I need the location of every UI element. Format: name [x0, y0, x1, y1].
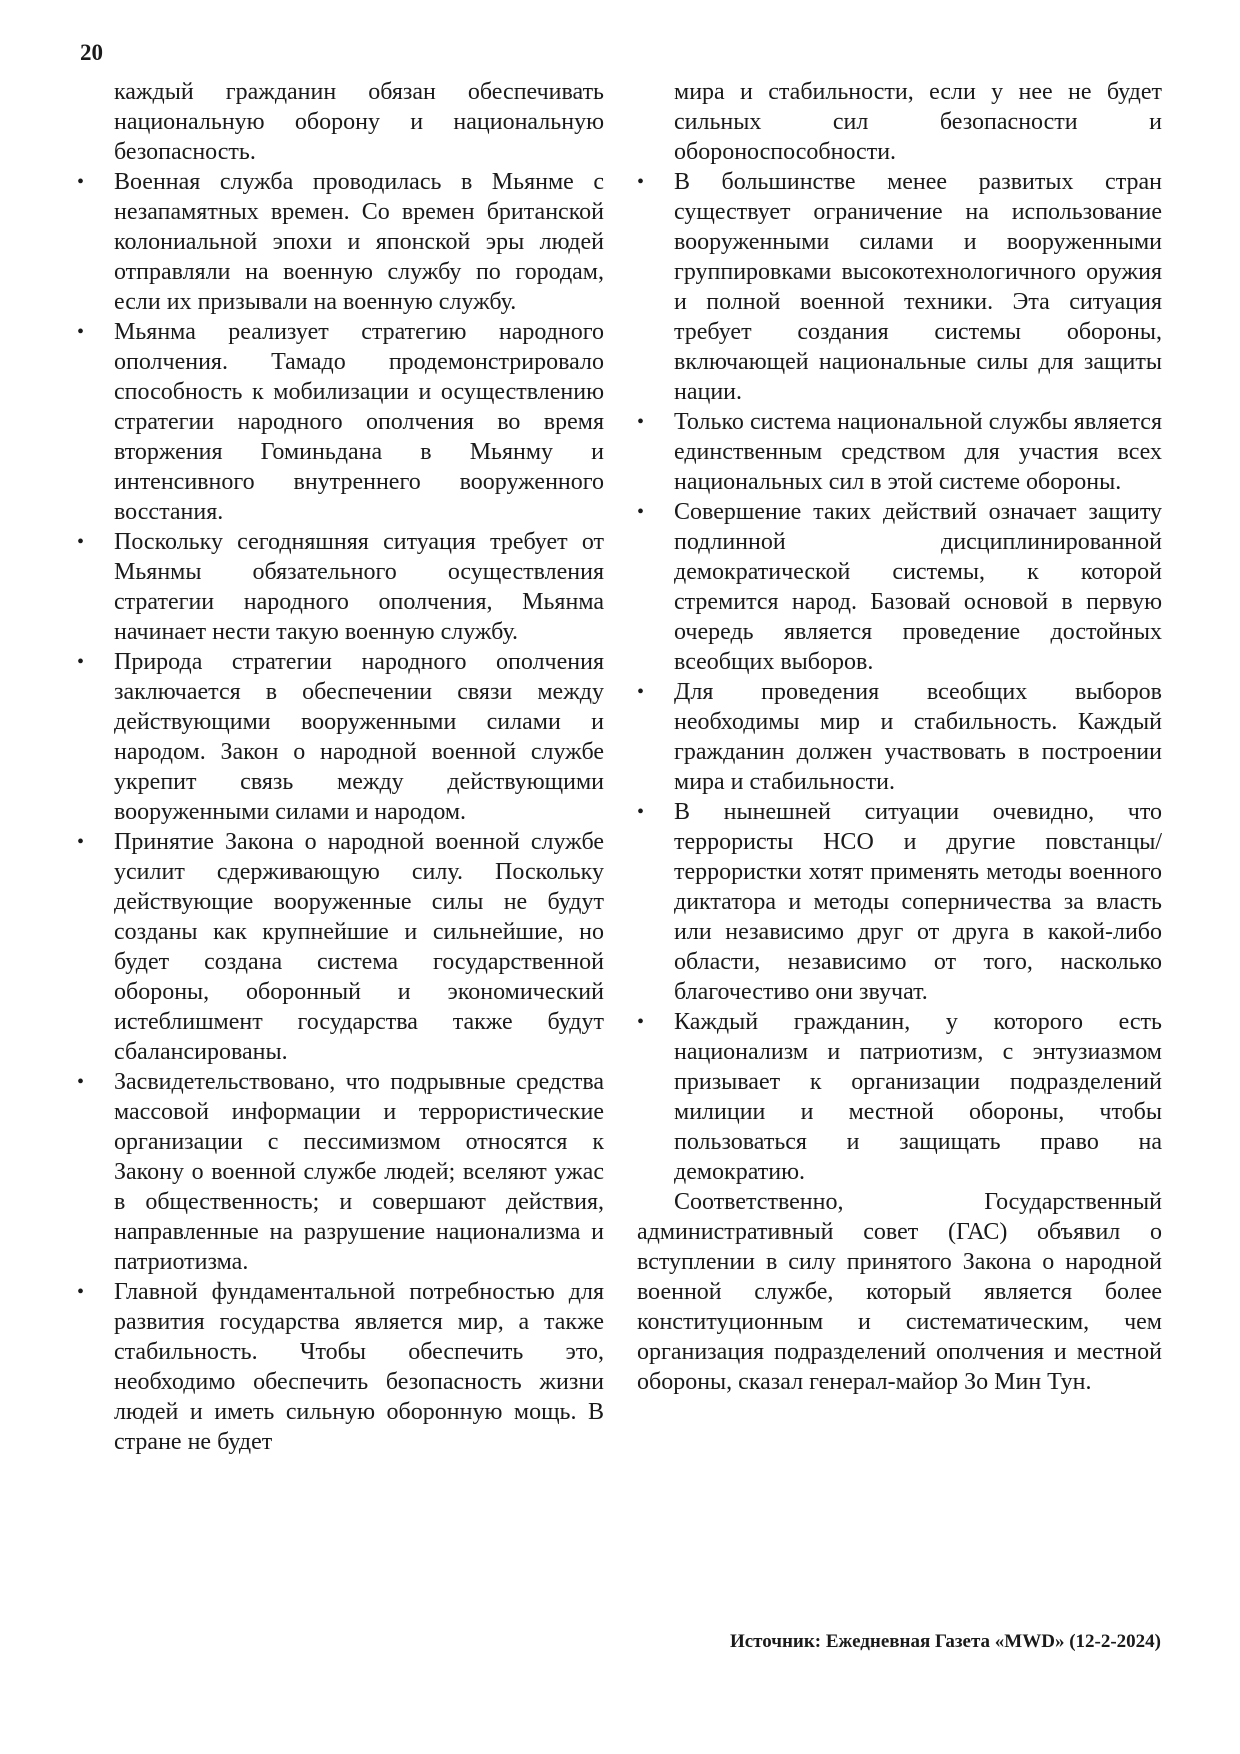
- list-item: • Каждый гражданин, у которого есть национализм и патриотизм, с энтузиазмом призывает к организации подразделений милиции и местной обороны, чтобы пользоваться и защищать право на демократию.: [674, 1007, 1162, 1187]
- source-credit: Источник: Ежедневная Газета «MWD» (12-2-2024): [729, 1631, 1161, 1652]
- list-item: • Совершение таких действий означает защиту подлинной дисциплинированной демократической системы, к которой стремится народ. Базовай основой в первую очередь является проведение достойных всеобщих выборов.: [674, 497, 1162, 677]
- list-item: • Военная служба проводилась в Мьянме с незапамятных времен. Со времен британской колониальной эпохи и японской эры людей отправляли на военную службу по городам, если их призывали на военную службу.: [114, 167, 604, 317]
- list-item: • Только система национальной службы является единственным средством для участия всех национальных сил в этой системе обороны.: [674, 407, 1162, 497]
- list-item: каждый гражданин обязан обеспечивать национальную оборону и национальную безопасность.: [114, 79, 604, 165]
- list-item: • В нынешней ситуации очевидно, что террористы НСО и другие повстанцы/ террористки хотят применять методы военного диктатора и методы соперничества за власть или независимо друг от друга в какой-либо области, независимо от того, насколько благочестиво они звучат.: [674, 797, 1162, 1007]
- list-item: • Главной фундаментальной потребностью для развития государства является мир, а также стабильность. Чтобы обеспечить это, необходимо обеспечить безопасность жизни людей и иметь сильную оборонную мощь. В стране не будет: [114, 1277, 604, 1457]
- list-item: • Для проведения всеобщих выборов необходимы мир и стабильность. Каждый гражданин должен участвовать в построении мира и стабильности.: [674, 677, 1162, 797]
- right-bullet-list: [674, 77, 1162, 1187]
- list-item: • Принятие Закона о народной военной службе усилит сдерживающую силу. Поскольку действующие вооруженные силы не будут созданы как крупнейшие и сильнейшие, но будет создана система государственной обороны, оборонный и экономический истеблишмент государства также будут сбалансированы.: [114, 827, 604, 1067]
- list-item: • Поскольку сегодняшняя ситуация требует от Мьянмы обязательного осуществления стратегии народного ополчения, Мьянма начинает нести такую военную службу.: [114, 527, 604, 647]
- list-item: • Засвидетельствовано, что подрывные средства массовой информации и террористические организации с пессимизмом относятся к Закону о военной службе людей; вселяют ужас в общественность; и совершают действия, направленные на разрушение национализма и патриотизма.: [114, 1067, 604, 1277]
- list-item: • Мьянма реализует стратегию народного ополчения. Тамадо продемонстрировало способность к мобилизации и осуществлению стратегии народного ополчения во время вторжения Гоминьдана в Мьянму и интенсивного внутреннего вооруженного восстания.: [114, 317, 604, 527]
- left-column: [114, 77, 604, 1457]
- page-number: 20: [80, 40, 103, 65]
- list-item: • В большинстве менее развитых стран существует ограничение на использование вооруженными силами и вооруженными группировками высокотехнологичного оружия и полной военной техники. Эта ситуация требует создания системы обороны, включающей национальные силы для защиты нации.: [674, 167, 1162, 407]
- list-item: • Природа стратегии народного ополчения заключается в обеспечении связи между действующими вооруженными силами и народом. Закон о народной военной службе укрепит связь между действующими вооруженными силами и народом.: [114, 647, 604, 827]
- left-bullet-list: [114, 77, 604, 1457]
- right-column: [637, 77, 1162, 1397]
- closing-paragraph: Соответственно, Государственный административный совет (ГАС) объявил о вступлении в силу принятого Закона о народной военной службе, который является более конституционным и систематическим, чем организация подразделений ополчения и местной обороны, сказал генерал-майор Зо Мин Тун.: [637, 1189, 1162, 1395]
- list-item: мира и стабильности, если у нее не будет сильных сил безопасности и обороноспособности.: [674, 79, 1162, 165]
